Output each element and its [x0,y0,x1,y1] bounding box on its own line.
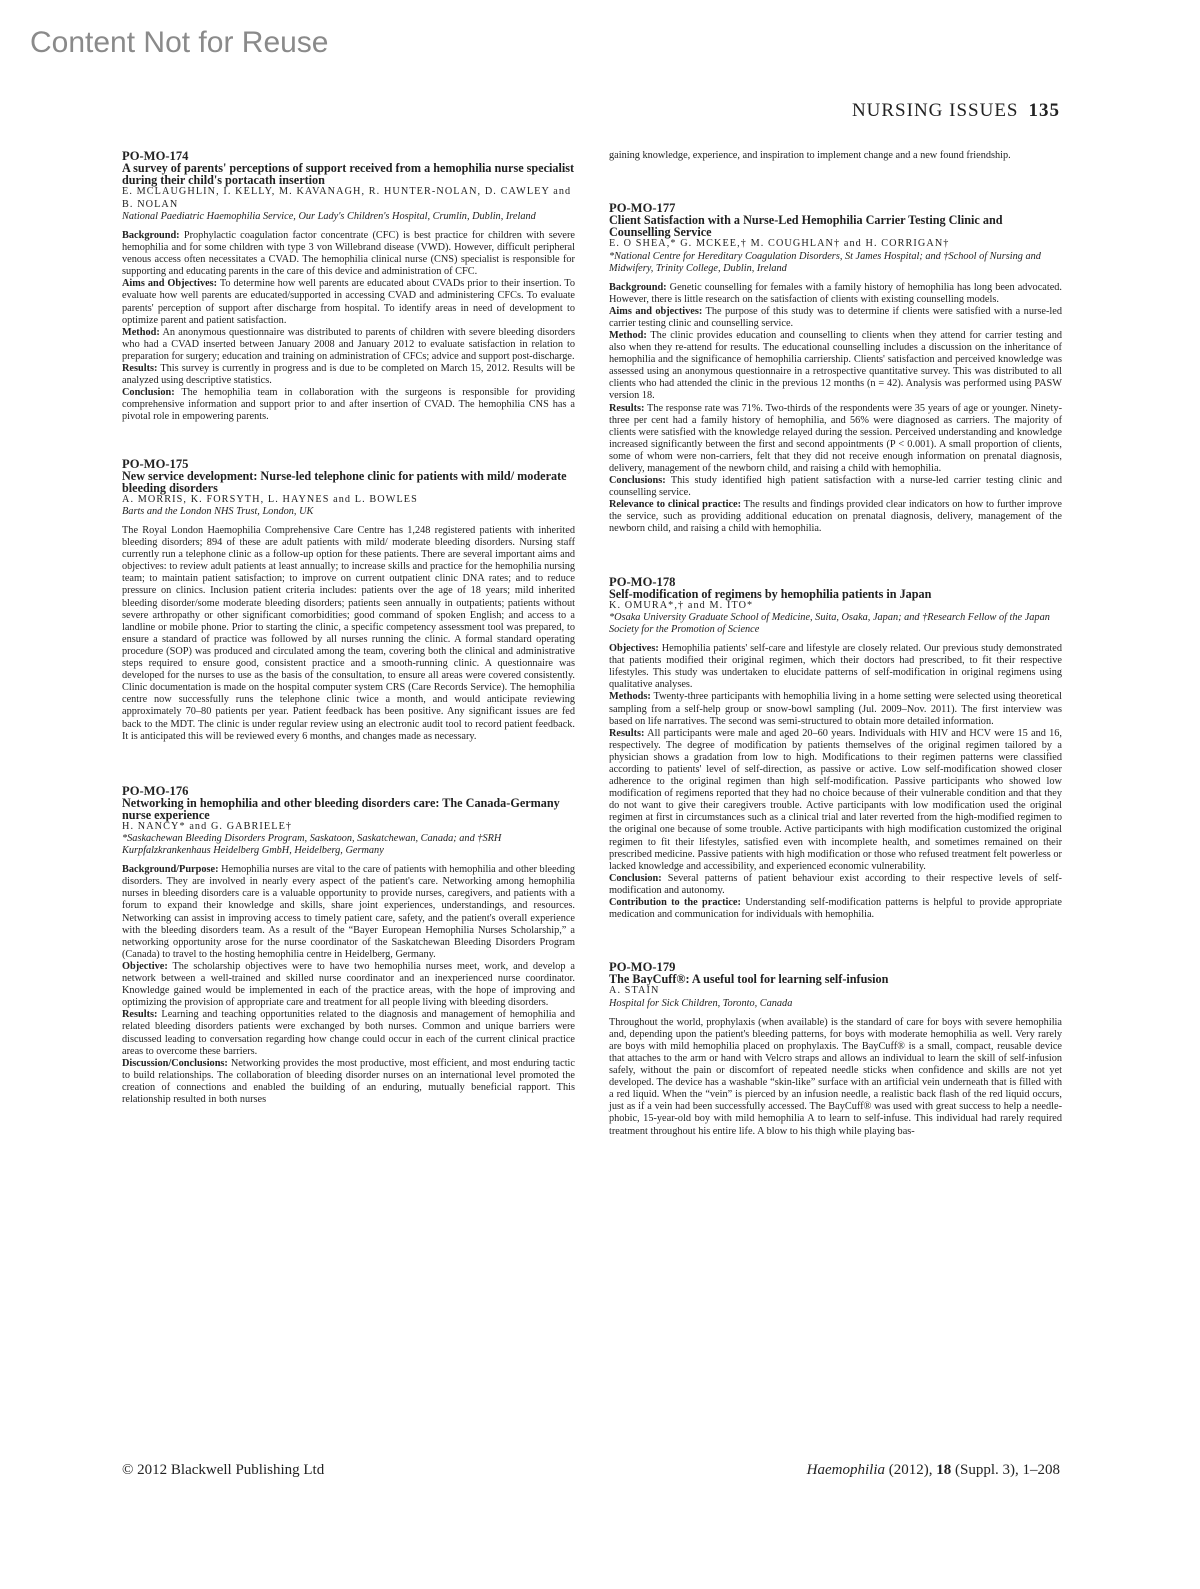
footer-copyright: © 2012 Blackwell Publishing Ltd [122,1462,325,1478]
abstract-paragraph: Contribution to the practice: Understanding self-modification patterns is helpful to provide appropriate medication and communication for individuals with hemophilia. [609,897,1062,921]
abstract-175 [122,458,575,743]
abstract-affiliation: Hospital for Sick Children, Toronto, Canada [609,997,793,1009]
abstract-paragraph: Results: All participants were male and aged 20–60 years. Individuals with HIV and HCV were 15 and 16, respectively. The degree of modification by patients themselves of the original regimen tailored by a physician shows a gradation from low to high. Modifications to their regimen patterns were classified according to patients' level of self-direction, as passive or active. Low self-modification showed closer adherence to the original regimen than high self-modification. Passive participants who showed low modification of regimens reported that they had no choice because of their vulnerable condition and that they do not want to give their caregivers trouble. Active participants with low modification used the original regimen at first in circumstances such as a clinical trial and later reverted from the high-modified regimen to the original one because of some trouble. Active participants with high modification customized the original regimen to fit their lifestyles, satisfied even with incomplete health, and sometimes remained on their prescribed medicine. Passive patients with high modification or those who refused treatment felt powerless or lacked knowledge and accessibility, and experienced economic vulnerability. [609,727,1062,872]
continuation-text: gaining knowledge, experience, and inspiration to implement change and a new found friendship. [609,150,1011,161]
abstract-179 [609,961,1062,1137]
abstract-178 [609,576,1062,922]
abstract-code: PO-MO-174 [122,149,189,163]
abstract-authors: A. MORRIS, K. FORSYTH, L. HAYNES and L. BOWLES [122,493,418,505]
abstract-paragraph: Results: Learning and teaching opportunities related to the diagnosis and management of hemophilia and related bleeding disorders patients were exchanged by both nurses. Common and unique barriers were discussed leading to conversation regarding how change could occur in each of the current clinical practice areas to overcome these barriers. [122,1009,575,1057]
abstract-title: Self-modification of regimens by hemophilia patients in Japan [609,586,932,601]
abstract-code: PO-MO-177 [609,201,676,216]
section-title: NURSING ISSUES [851,100,1019,121]
watermark: Content Not for Reuse [30,26,329,59]
abstract-code: PO-MO-176 [122,783,189,798]
abstract-code: PO-MO-175 [122,456,189,471]
abstract-affiliation: Barts and the London NHS Trust, London, UK [122,506,314,517]
abstract-paragraph: Conclusions: This study identified high patient satisfaction with a nurse-led carrier testing clinic and counselling service. [609,475,1062,499]
abstract-paragraph: Discussion/Conclusions: Networking provides the most productive, most efficient, and most enduring tactic to build relationships. The collaboration of bleeding disorder nurses on an international level promoted the creation of connections and enabled the building of an enduring, mutually beneficial rapport. This relationship resulted in both nurses [122,1057,575,1105]
abstract-paragraph: Method: The clinic provides education and counselling to clients when they attend for carrier testing and also when they re-attend for results. The educational counselling includes a discussion on the inheritance of hemophilia and the significance of hemophilia carriership. Clients' satisfaction and perceived knowledge was assessed using an anonymous questionnaire in a retrospective quantitative survey. This was distributed to all clients who had attended the clinic in the previous 12 months (n = 42). Analysis was performed using PASW version 18. [609,329,1062,402]
right-column [609,150,1062,1138]
abstract-affiliation: *Osaka University Graduate School of Medicine, Suita, Osaka, Japan; and †Research Fellow of the Japan Society for the Promotion of Science [609,612,1050,636]
abstract-title: Networking in hemophilia and other bleeding disorders care: The Canada-Germany nurse experience [122,795,560,822]
running-head [852,100,1060,122]
abstract-paragraph: Conclusion: Several patterns of patient behaviour exist according to their respective levels of self-modification and autonomy. [609,872,1062,896]
abstract-paragraph: Objectives: Hemophilia patients' self-care and lifestyle are closely related. Our previous study demonstrated that patients modified their original regimen, which their doctors had prescribed, to fit their respective lifestyles. This study was undertaken to elucidate patterns of self-modification in original regimens using qualitative analyses. [609,643,1062,691]
abstract-paragraph: Objective: The scholarship objectives were to have two hemophilia nurses meet, work, and develop a network between a well-trained and skilled nurse coordinator and an inexperienced nurse coordinator. Knowledge gained would be implemented in each of the practice areas, with the hope of improving and optimizing the provision of appropriate care and treatment for all people living with bleeding disorders. [122,960,575,1009]
abstract-paragraph: Aims and objectives: The purpose of this study was to determine if clients were satisfied with a nurse-led carrier testing clinic and counselling service. [609,305,1062,329]
abstract-paragraph: Background: Genetic counselling for females with a family history of hemophilia has long been advocated. However, there is little research on the satisfaction of clients with existing counselling models. [609,281,1062,305]
abstract-paragraph: Conclusion: The hemophilia team in collaboration with the surgeons is responsible for providing comprehensive information and support prior to and after insertion of CVAD. The hemophilia CNS has a pivotal role in empowering parents. [122,387,575,423]
abstract-affiliation: *National Centre for Hereditary Coagulation Disorders, St James Hospital; and †School of Nursing and Midwifery, Trinity College, Dublin, Ireland [609,250,1041,274]
abstract-paragraph: Results: This survey is currently in progress and is due to be completed on March 15, 2012. Results will be analyzed using descriptive statistics. [122,363,575,387]
abstract-paragraph: Relevance to clinical practice: The results and findings provided clear indicators on how to further improve the service, such as providing additional education on prenatal diagnosis, delivery, management of the newborn child, and raising a child with hemophilia. [609,499,1062,535]
abstract-paragraph: Throughout the world, prophylaxis (when available) is the standard of care for boys with severe hemophilia and, depending upon the patient's bleeding patterns, for boys with moderate hemophilia as well. Very rarely are boys with mild hemophilia placed on prophylaxis. The BayCuff® is a small, compact, reusable device that attaches to the arm or hand with Velcro straps and allows an individual to learn the skill of self-infusion safely, without the pain or discomfort of repeated needle sticks when confidence and skills are not yet developed. The device has a washable “skin-like” surface with an artificial vein underneath that is filled with a red liquid. When the “vein” is pierced by an infusion needle, a realistic back flash of the red liquid occurs, just as if a vein had been successfully accessed. The BayCuff® was used with great success to help a needle-phobic, 15-year-old boy with mild hemophilia A to learn to self-infuse. This individual had rarely required treatment throughout his entire life. A blow to his thigh while playing bas- [609,1016,1062,1137]
abstract-authors: E. MCLAUGHLIN, I. KELLY, M. KAVANAGH, R. HUNTER-NOLAN, D. CAWLEY and B. NOLAN [122,186,572,210]
abstract-paragraph: Aims and Objectives: To determine how well parents are educated about CVADs prior to their insertion. To evaluate how well parents are educated/supported in accessing CVAD and administering CFCs. To evaluate parents' perception of support after discharge from hospital. To identify areas in need of development to optimize parent and patient satisfaction. [122,278,575,326]
abstract-paragraph: Method: An anonymous questionnaire was distributed to parents of children with severe bleeding disorders who had a CVAD inserted between January 2008 and January 2012 to evaluate satisfaction in relation to preparation for surgery; education and training on administration of CFCs; advice and support post-discharge. [122,326,575,362]
abstract-paragraph: Results: The response rate was 71%. Two-thirds of the respondents were 35 years of age or younger. Ninety-three per cent had a family history of hemophilia, and 56% were diagnosed as carriers. The majority of clients were satisfied with the knowledge relayed during the session. Perceived understanding and knowledge increased significantly between the first and second appointments (P < 0.001). A small proportion of clients, some of whom were non-carriers, felt that they did not receive enough information on prenatal diagnosis, delivery, management of the newborn child, and raising a child with hemophilia. [609,402,1062,474]
volume: 18 [936,1462,952,1478]
abstract-affiliation: *Saskachewan Bleeding Disorders Program, Saskatoon, Saskatchewan, Canada; and †SRH Kurpfalzkrankenhaus Heidelberg GmbH, Heidelberg, Germany [122,833,502,857]
abstract-177 [609,202,1062,535]
journal-name: Haemophilia [806,1462,885,1478]
left-column [122,150,575,1106]
abstract-code: PO-MO-178 [609,574,676,589]
footer-citation: Haemophilia (2012), 18 (Suppl. 3), 1–208 [806,1462,1060,1478]
abstract-authors: K. OMURA*,† and M. ITO* [609,599,754,611]
abstract-authors: H. NANCY* and G. GABRIELE† [122,820,293,832]
page-number: 135 [1028,100,1060,121]
abstract-paragraph: Background: Prophylactic coagulation factor concentrate (CFC) is best practice for children with severe hemophilia and for some children with type 3 von Willebrand disease (VWD). However, difficult peripheral venous access often necessitates a CVAD. The hemophilia clinical nurse (CNS) specialist is responsible for supporting and educating parents in the care of this device and administration of CFC. [122,230,575,278]
abstract-code: PO-MO-179 [609,960,676,975]
abstract-title: A survey of parents' perceptions of support received from a hemophilia nurse specialist during their child's portacath insertion [122,161,575,187]
abstract-174 [122,150,575,424]
abstract-affiliation: National Paediatric Haemophilia Service, Our Lady's Children's Hospital, Crumlin, Dublin, Ireland [122,211,536,222]
abstract-paragraph: The Royal London Haemophilia Comprehensive Care Centre has 1,248 registered patients with inherited bleeding disorders; 894 of these are adult patients with mild/ moderate bleeding disorders. Nursing staff currently run a telephone clinic as a follow-up option for these patients. There are several important aims and objectives: to review adult patients at least annually; to increase skills and practice for the hemophilia nursing team; to maintain patient satisfaction; to improve on current outpatient clinic DNA rates; and to reduce pressure on clinics. Inclusion patient criteria includes: patients over the age of 18 years; mild inherited bleeding disorder/some moderate bleeding disorders; patients seen annually in outpatients; patients without severe arthropathy or other significant comorbidities; good command of spoken English; and access to a landline or mobile phone. Prior to starting the clinic, a specific competency assessment tool was prepared, to ensure a standard of practice was followed by all nurses running the clinic. A formal standard operating procedure (SOP) was produced and circulated among the team, covering both the clinical and administrative steps required to ensure good, consistent practice and a smooth-running clinic. A questionnaire was developed for the nurses to use as the basis of the consultation, to ensure all areas were covered consistently. Clinic documentation is made on the hospital computer system CRS (Care Records Service). The hemophilia centre now successfully runs the telephone clinic twice a month, and would anticipate reviewing approximately 70–80 patients per year. Patient feedback has been positive. Any significant issues are fed back to the MDT. The clinic is under regular review using an electronic audit tool to record patient feedback. It is anticipated this will be reviewed every 6 months, and changes made as necessary. [122,525,575,742]
abstract-authors: A. STAIN [609,985,660,997]
abstract-176 [122,785,575,1106]
abstract-title: New service development: Nurse-led telephone clinic for patients with mild/ moderate bleeding disorders [122,468,567,495]
abstract-paragraph: Background/Purpose: Hemophilia nurses are vital to the care of patients with hemophilia and other bleeding disorders. They are involved in nearly every aspect of the patient's care. Networking among hemophilia nurses in bleeding disorders care is a valuable opportunity to provide nurses, caregivers, and patients with a forum to expand their knowledge and skills, share joint experiences, understandings, and resources. Networking can assist in improving access to timely patient care, safety, and the patient's overall experience with the bleeding disorders team. As a result of the “Bayer European Hemophilia Nurses Scholarship,” a networking opportunity arose for the nurse coordinator of the Saskatchewan Bleeding Disorders Program (Canada) to travel to the hosting hemophilia centre in Heidelberg, Germany. [122,864,575,960]
abstract-authors: E. O SHEA,* G. MCKEE,† M. COUGHLAN† and H. CORRIGAN† [609,238,950,250]
abstract-paragraph: Methods: Twenty-three participants with hemophilia living in a home setting were selected using theoretical sampling from a self-help group or snow-bowl sampling (Jul. 2009–Nov. 2011). The first interview was based on life narratives. The second was semi-structured to obtain more detailed information. [609,691,1062,727]
abstract-title: The BayCuff®: A useful tool for learning self-infusion [609,972,889,987]
abstract-title: Client Satisfaction with a Nurse-Led Hemophilia Carrier Testing Clinic and Counselling Service [609,213,1003,240]
